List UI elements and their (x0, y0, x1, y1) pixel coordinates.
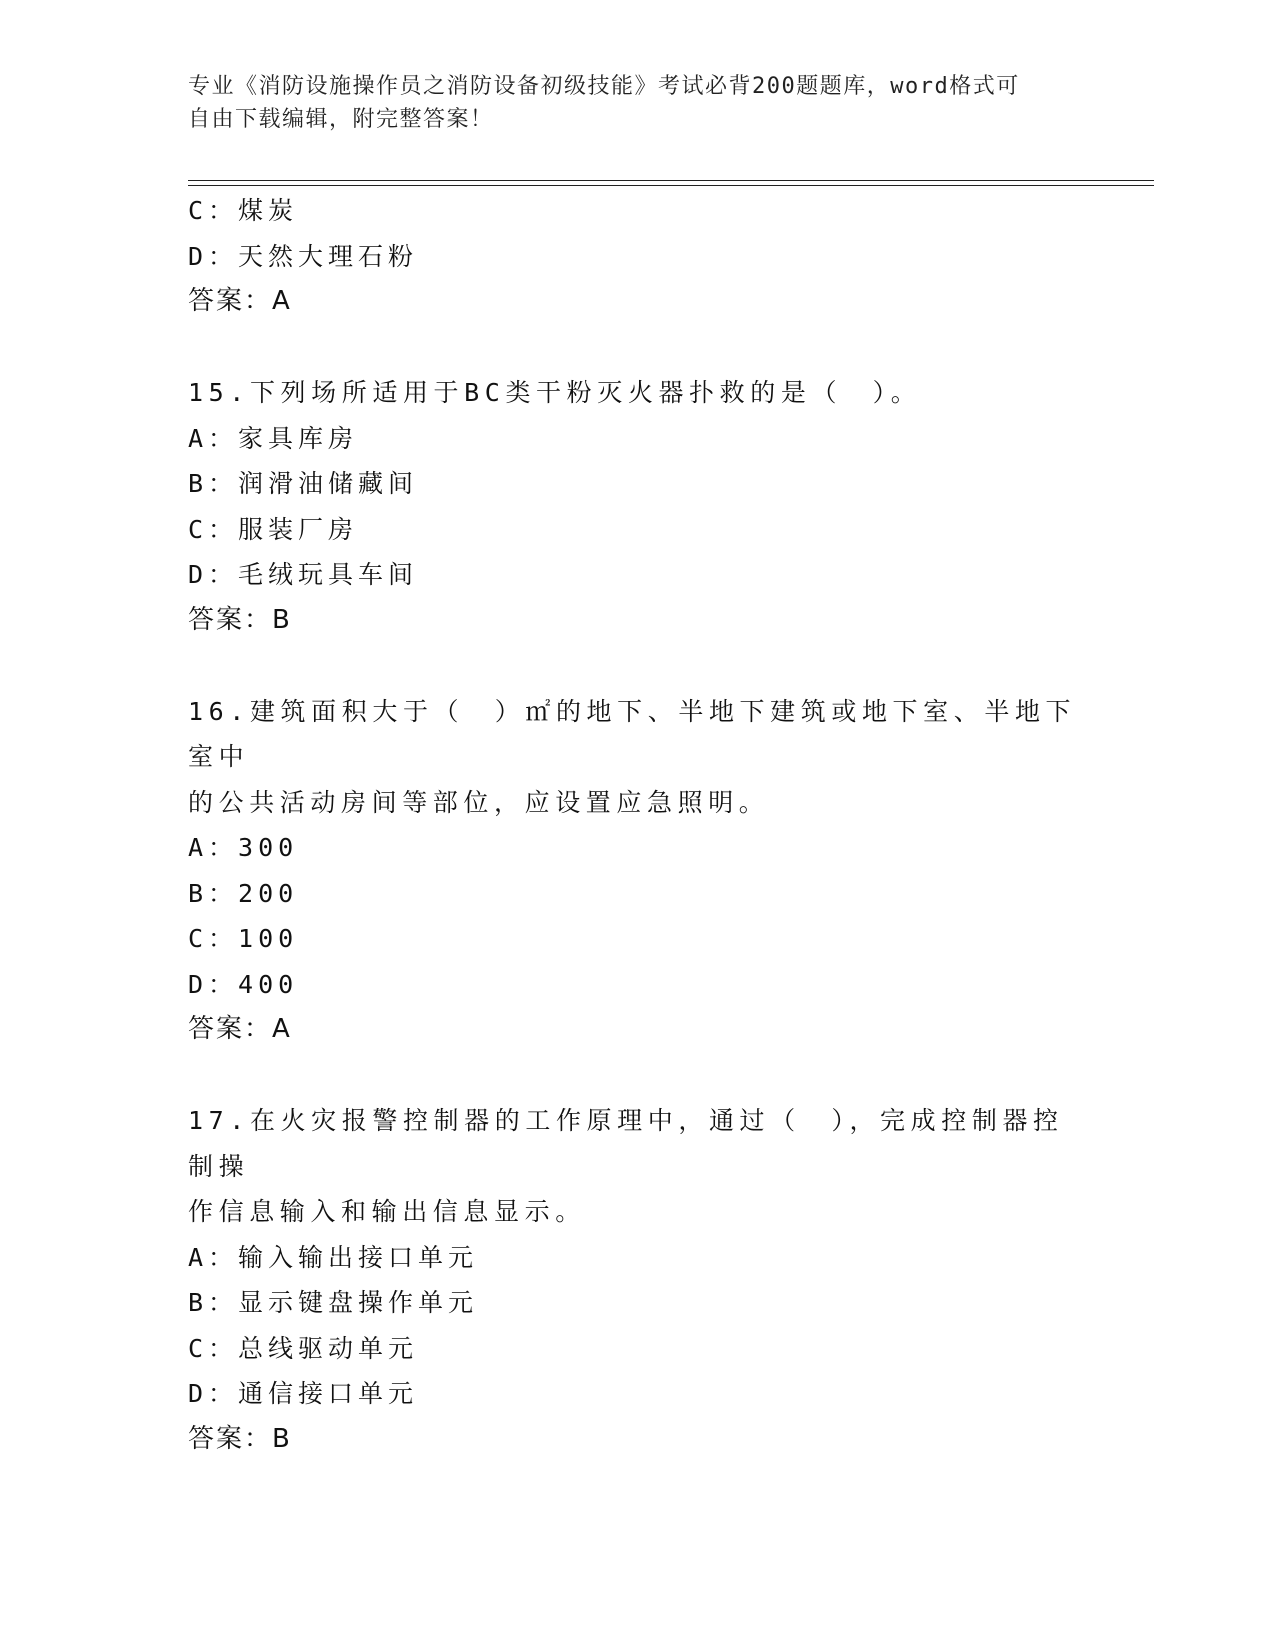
question-15-block (188, 370, 1088, 643)
spacer (188, 325, 1088, 371)
header-divider-top (188, 180, 1154, 181)
option-c: C：服装厂房 (188, 514, 359, 544)
answer-line: 答案：A (188, 286, 292, 316)
option-b: B：显示键盘操作单元 (188, 1288, 479, 1317)
answer-line: 答案：B (188, 1423, 292, 1454)
question-text-line-1: 16.建筑面积大于（ ）㎡的地下、半地下建筑或地下室、半地下室中 (188, 696, 1077, 771)
answer-line: 答案：A (188, 1014, 292, 1044)
question-text-line-1: 17.在火灾报警控制器的工作原理中，通过（ ），完成控制器控制操 (188, 1106, 1064, 1181)
option-d: D：毛绒玩具车间 (188, 560, 419, 589)
question-text-line-2: 的公共活动房间等部位，应设置应急照明。 (188, 787, 770, 817)
option-c: C：100 (188, 924, 299, 953)
option-d: D：天然大理石粉 (188, 241, 419, 271)
header-line-1: 专业《消防设施操作员之消防设备初级技能》考试必背200题题库，word格式可 (188, 74, 1020, 99)
spacer (188, 643, 1088, 689)
option-b: B：200 (188, 878, 299, 908)
option-a: A：输入输出接口单元 (188, 1242, 479, 1272)
option-a: A：300 (188, 833, 299, 862)
option-b: B：润滑油储藏间 (188, 469, 419, 498)
document-header (188, 70, 1088, 136)
question-content (188, 188, 1088, 1462)
option-a: A：家具库房 (188, 423, 359, 453)
header-line-2: 自由下载编辑，附完整答案！ (188, 107, 494, 132)
question-text-line-2: 作信息输入和输出信息显示。 (188, 1197, 586, 1226)
spacer (188, 1053, 1088, 1099)
header-divider-bottom (188, 185, 1154, 186)
option-d: D：通信接口单元 (188, 1379, 419, 1408)
question-17-block (188, 1098, 1088, 1462)
option-d: D：400 (188, 969, 299, 999)
option-c: C：煤炭 (188, 196, 299, 225)
answer-line: 答案：B (188, 604, 292, 635)
question-text: 15.下列场所适用于BC类干粉灭火器扑救的是（ ）。 (188, 378, 922, 407)
previous-question-block (188, 188, 1088, 325)
question-16-block (188, 689, 1088, 1053)
option-c: C：总线驱动单元 (188, 1333, 419, 1363)
